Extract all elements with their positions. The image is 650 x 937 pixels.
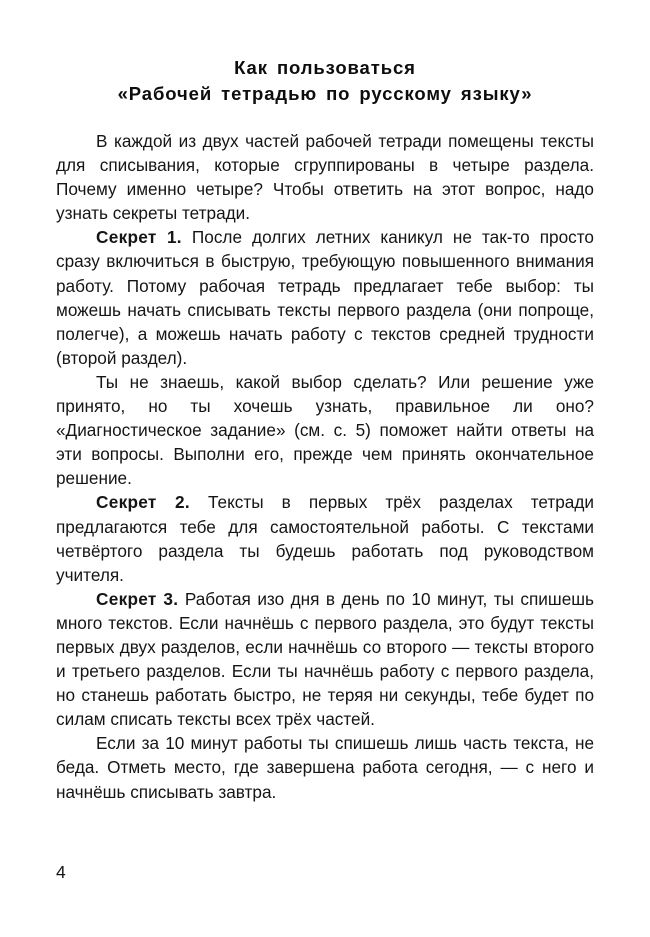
paragraph-intro (56, 129, 594, 225)
paragraph-secret-1 (56, 225, 594, 370)
paragraph-runin-heading: Секрет 3. (96, 588, 179, 609)
page-title-line-2: «Рабочей тетрадью по русскому языку» (117, 83, 533, 104)
paragraph-closing (56, 731, 594, 803)
paragraph-runin-heading: Секрет 1. (96, 227, 182, 248)
paragraph-diagnostic (56, 370, 594, 490)
paragraph-text: В каждой из двух частей рабочей тетради помещены тексты для списывания, которые сгруппированы в четыре раздела. Почему именно четыре? Чтобы ответить на этот вопрос, надо узнать секреты тетради. (56, 131, 594, 224)
paragraph-text: Если за 10 минут работы ты спишешь лишь часть текста, не беда. Отметь место, где завершена работа сегодня, — с него и начнёшь списывать завтра. (56, 733, 594, 802)
paragraph-runin-heading: Секрет 2. (96, 492, 190, 513)
paragraph-text: Работая изо дня в день по 10 минут, ты спишешь много текстов. Если начнёшь с первого раздела, это будут тексты первых двух разделов, если начнёшь со второго — тексты второго и третьего разделов. Если ты начнёшь работу с первого раздела, но станешь работать быстро, не теряя ни секунды, тебе будет по силам списать тексты всех трёх частей. (56, 588, 594, 730)
page-title (56, 55, 594, 107)
page-content (56, 55, 594, 804)
paragraph-text: Тексты в первых трёх разделах тетради предлагаются тебе для самостоятельной работы. С текстами четвёртого раздела ты будешь работать под руководством учителя. (56, 492, 594, 585)
page-number: 4 (56, 862, 66, 882)
paragraph-secret-3 (56, 587, 594, 732)
paragraph-secret-2 (56, 490, 594, 586)
paragraph-text: После долгих летних каникул не так-то просто сразу включиться в быструю, требующую повышенного внимания работу. Потому рабочая тетрадь предлагает тебе выбор: ты можешь начать списывать тексты первого раздела (они попроще, полегче), а можешь начать работу с текстов средней трудности (второй раздел). (56, 227, 594, 368)
page-title-line-1: Как пользоваться (234, 57, 416, 78)
paragraph-text: Ты не знаешь, какой выбор сделать? Или решение уже принято, но ты хочешь узнать, правильное ли оно? «Диагностическое задание» (см. с. 5) поможет найти ответы на эти вопросы. Выполни его, прежде чем принять окончательное решение. (56, 371, 594, 489)
